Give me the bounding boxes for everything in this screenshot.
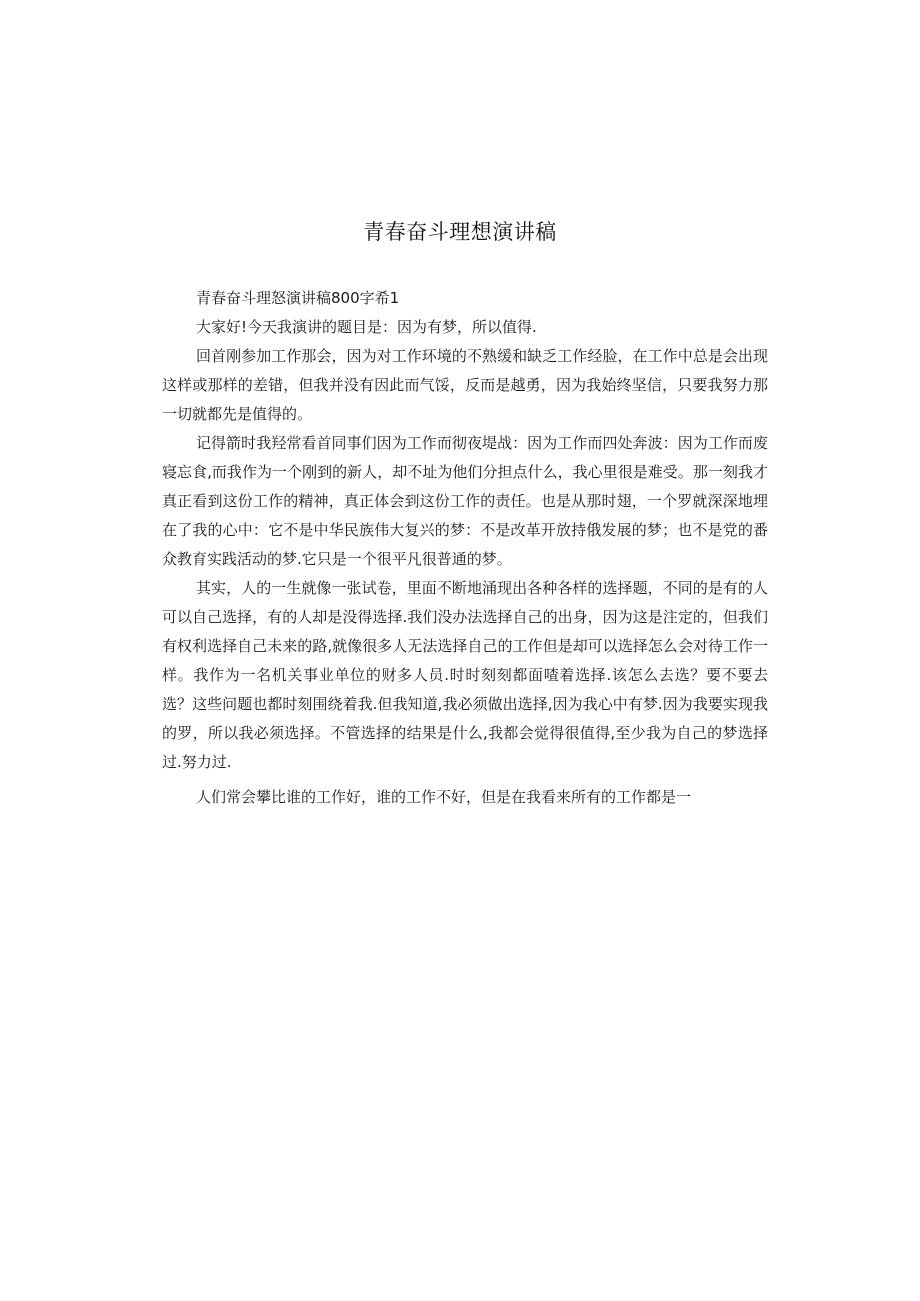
paragraph-1: 回首刚参加工作那会，因为对工作环境的不熟缓和缺乏工作经脸，在工作中总是会出现这样或那样的差错，但我并没有因此而气馁，反而是越勇，因为我始终坚信，只要我努力那一切就都先是值得的。 [162, 347, 768, 423]
paragraph-subtitle: 青春奋斗理怒演讲稿800字希1 [196, 289, 400, 307]
paragraph-4: 人们常会攀比谁的工作好，谁的工作不好，但是在我看来所有的工作都是一 [196, 788, 692, 806]
document-body [162, 284, 768, 812]
document-title: 青春奋斗理想演讲稿 [363, 220, 557, 244]
paragraph-greeting: 大家好!今天我演讲的题目是：因为有梦，所以值得. [196, 318, 537, 336]
paragraph-3: 其实，人的一生就像一张试卷，里面不断地涌现出各种各样的选择题，不同的是有的人可以自己选择，有的人却是没得选择.我们没办法选择自己的出身，因为这是注定的，但我们有权利选择自己未来的路,就像很多人无法选择自己的工作但是却可以选择怎么会对待工作一样。我作为一名机关事业单位的财多人员.时时刻刻都面喳着选择.该怎么去选？要不要去选？这些问题也都时刻围绕着我.但我知道,我必须做出选择,因为我心中有梦.因为我要实现我的罗，所以我必须选择。不管选择的结果是什么,我都会觉得很值得,至少我为自己的梦选择过.努力过. [162, 579, 768, 771]
paragraph-2: 记得箭时我羟常看首同事们因为工作而彻夜堤战：因为工作而四处奔波：因为工作而废寝忘食,而我作为一个刚到的新人，却不址为他们分担点什么，我心里很是难受。那一刻我才真正看到这份工作的精神，真正体会到这份工作的责任。也是从那时翅，一个罗就深深地埋在了我的心中：它不是中华民族伟大复兴的梦：不是改革开放持俄发展的梦；也不是党的番众教育实践活动的梦.它只是一个很平凡很普通的梦。 [162, 434, 768, 568]
